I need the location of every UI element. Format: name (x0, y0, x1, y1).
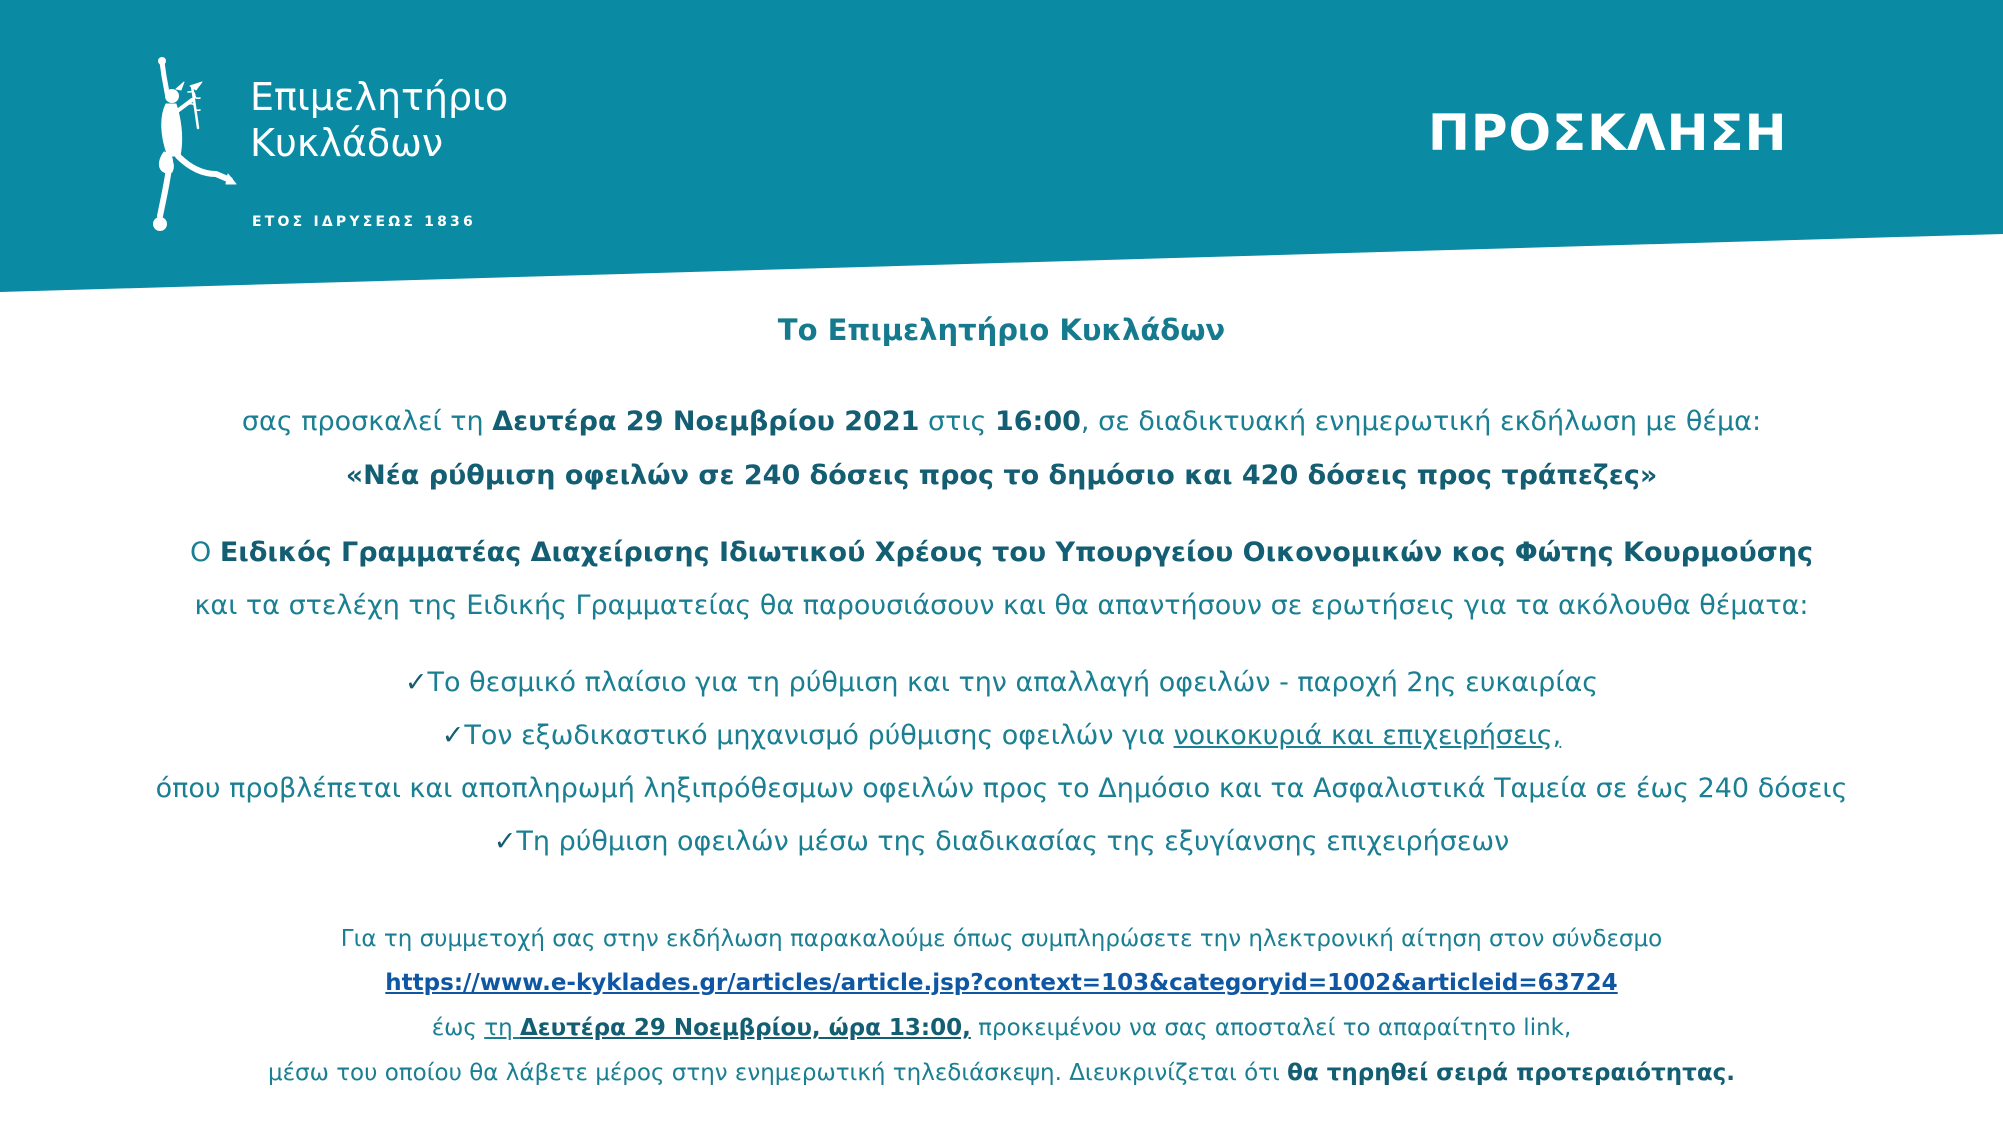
invite-pre: σας προσκαλεί τη (241, 406, 493, 437)
invite-mid: στις (919, 406, 995, 437)
check-icon: ✓ (441, 720, 465, 751)
line4-pre: μέσω του οποίου θα λάβετε μέρος στην ενημερωτική τηλεδιάσκεψη. Διευκρινίζεται ότι (267, 1060, 1288, 1086)
check-icon: ✓ (493, 826, 517, 857)
deadline-post: προκειμένου να σας αποσταλεί το απαραίτητο link, (970, 1015, 1572, 1041)
bullet-text-2-underlined: νοικοκυριά και επιχειρήσεις, (1173, 720, 1562, 751)
bullet-item-2 (0, 720, 2003, 751)
logo-line-2: Κυκλάδων (250, 121, 444, 165)
speaker-line (0, 537, 2003, 568)
registration-line-1: Για τη συμμετοχή σας στην εκδήλωση παρακαλούμε όπως συμπληρώσετε την ηλεκτρονική αίτηση στον σύνδεσμο (340, 926, 1663, 952)
invitation-title: ΠΡΟΣΚΛΗΣΗ (1428, 104, 1788, 162)
speaker-pre: Ο (190, 537, 220, 568)
deadline-article: τη (484, 1015, 520, 1041)
bullet-item-3 (0, 826, 2003, 857)
deadline-date: Δευτέρα 29 Νοεμβρίου, ώρα 13:00, (519, 1015, 971, 1041)
registration-link-line (0, 970, 2003, 996)
speaker-name: Ειδικός Γραμματέας Διαχείρισης Ιδιωτικού Χρέους του Υπουργείου Οικονομικών κος Φώτης Κουρμούσης (219, 537, 1813, 568)
invite-post: , σε διαδικτυακή ενημερωτική εκδήλωση με θέμα: (1080, 406, 1762, 437)
bullet-text-1: Το θεσμικό πλαίσιο για τη ρύθμιση και την απαλλαγή οφειλών - παροχή 2ης ευκαιρίας (427, 667, 1599, 698)
event-topic: «Νέα ρύθμιση οφειλών σε 240 δόσεις προς το δημόσιο και 420 δόσεις προς τράπεζες» (345, 460, 1658, 491)
logo-line-1: Επιμελητήριο (250, 75, 509, 119)
check-icon: ✓ (404, 667, 428, 698)
bullet-item-1 (0, 667, 2003, 698)
invite-line (0, 406, 2003, 437)
registration-line-4 (0, 1060, 2003, 1086)
bullet-item-2-continued: όπου προβλέπεται και αποπληρωμή ληξιπρόθεσμων οφειλών προς το Δημόσιο και τα Ασφαλιστικά Ταμεία σε έως 240 δόσεις (155, 773, 1848, 804)
event-date: Δευτέρα 29 Νοεμβρίου 2021 (492, 406, 920, 437)
speaker-line-2: και τα στελέχη της Ειδικής Γραμματείας θα παρουσιάσουν και θα απαντήσουν σε ερωτήσεις για τα ακόλουθα θέματα: (194, 590, 1809, 621)
deadline-line (0, 1015, 2003, 1041)
deadline-pre: έως (431, 1015, 485, 1041)
organizer-heading: Το Επιμελητήριο Κυκλάδων (777, 313, 1226, 347)
bullet-text-3: Τη ρύθμιση οφειλών μέσω της διαδικασίας της εξυγίανσης επιχειρήσεων (516, 826, 1510, 857)
event-time: 16:00 (994, 406, 1081, 437)
hermes-logo-icon (150, 56, 238, 236)
priority-note: θα τηρηθεί σειρά προτεραιότητας. (1287, 1060, 1735, 1086)
founded-year: ΕΤΟΣ ΙΔΡΥΣΕΩΣ 1836 (252, 214, 476, 230)
registration-link[interactable]: https://www.e-kyklades.gr/articles/article.jsp?context=103&categoryid=1002&articleid=63724 (385, 970, 1618, 996)
logo-wordmark (250, 74, 508, 166)
bullet-text-2: Τον εξωδικαστικό μηχανισμό ρύθμισης οφειλών για (464, 720, 1174, 751)
